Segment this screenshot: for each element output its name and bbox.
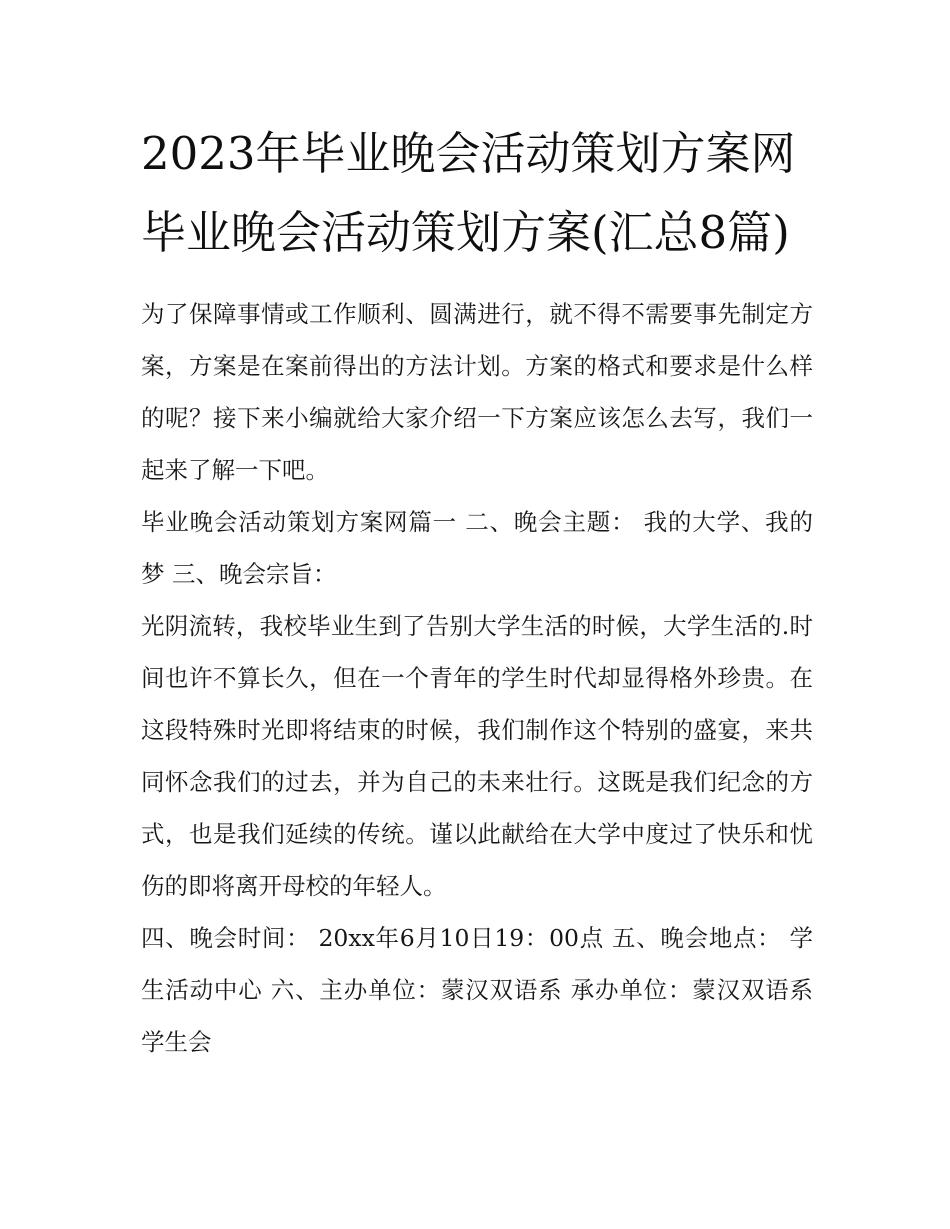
intro-paragraph: 为了保障事情或工作顺利、圆满进行，就不得不需要事先制定方案，方案是在案前得出的方法计划。方案的格式和要求是什么样的呢？接下来小编就给大家介绍一下方案应该怎么去写，我们一起来了解一下吧。 bbox=[141, 300, 813, 484]
document-title: 2023年毕业晚会活动策划方案网 毕业晚会活动策划方案(汇总8篇) bbox=[141, 127, 796, 259]
purpose-paragraph: 光阴流转，我校毕业生到了告别大学生活的时候，大学生活的.时间也许不算长久，但在一个青年的学生时代却显得格外珍贵。在这段特殊时光即将结束的时候，我们制作这个特别的盛宴，来共同怀念我们的过去，并为自己的未来壮行。这既是我们纪念的方式，也是我们延续的传统。谨以此献给在大学中度过了快乐和忧伤的即将离开母校的年轻人。 bbox=[141, 612, 813, 900]
document-body bbox=[141, 114, 813, 1068]
schedule-paragraph: 四、晚会时间： 20xx年6月10日19：00点 五、晚会地点： 学生活动中心 六、主办单位：蒙汉双语系 承办单位：蒙汉双语系学生会 bbox=[141, 924, 813, 1056]
theme-paragraph: 毕业晚会活动策划方案网篇一 二、晚会主题： 我的大学、我的梦 三、晚会宗旨： bbox=[141, 508, 813, 588]
